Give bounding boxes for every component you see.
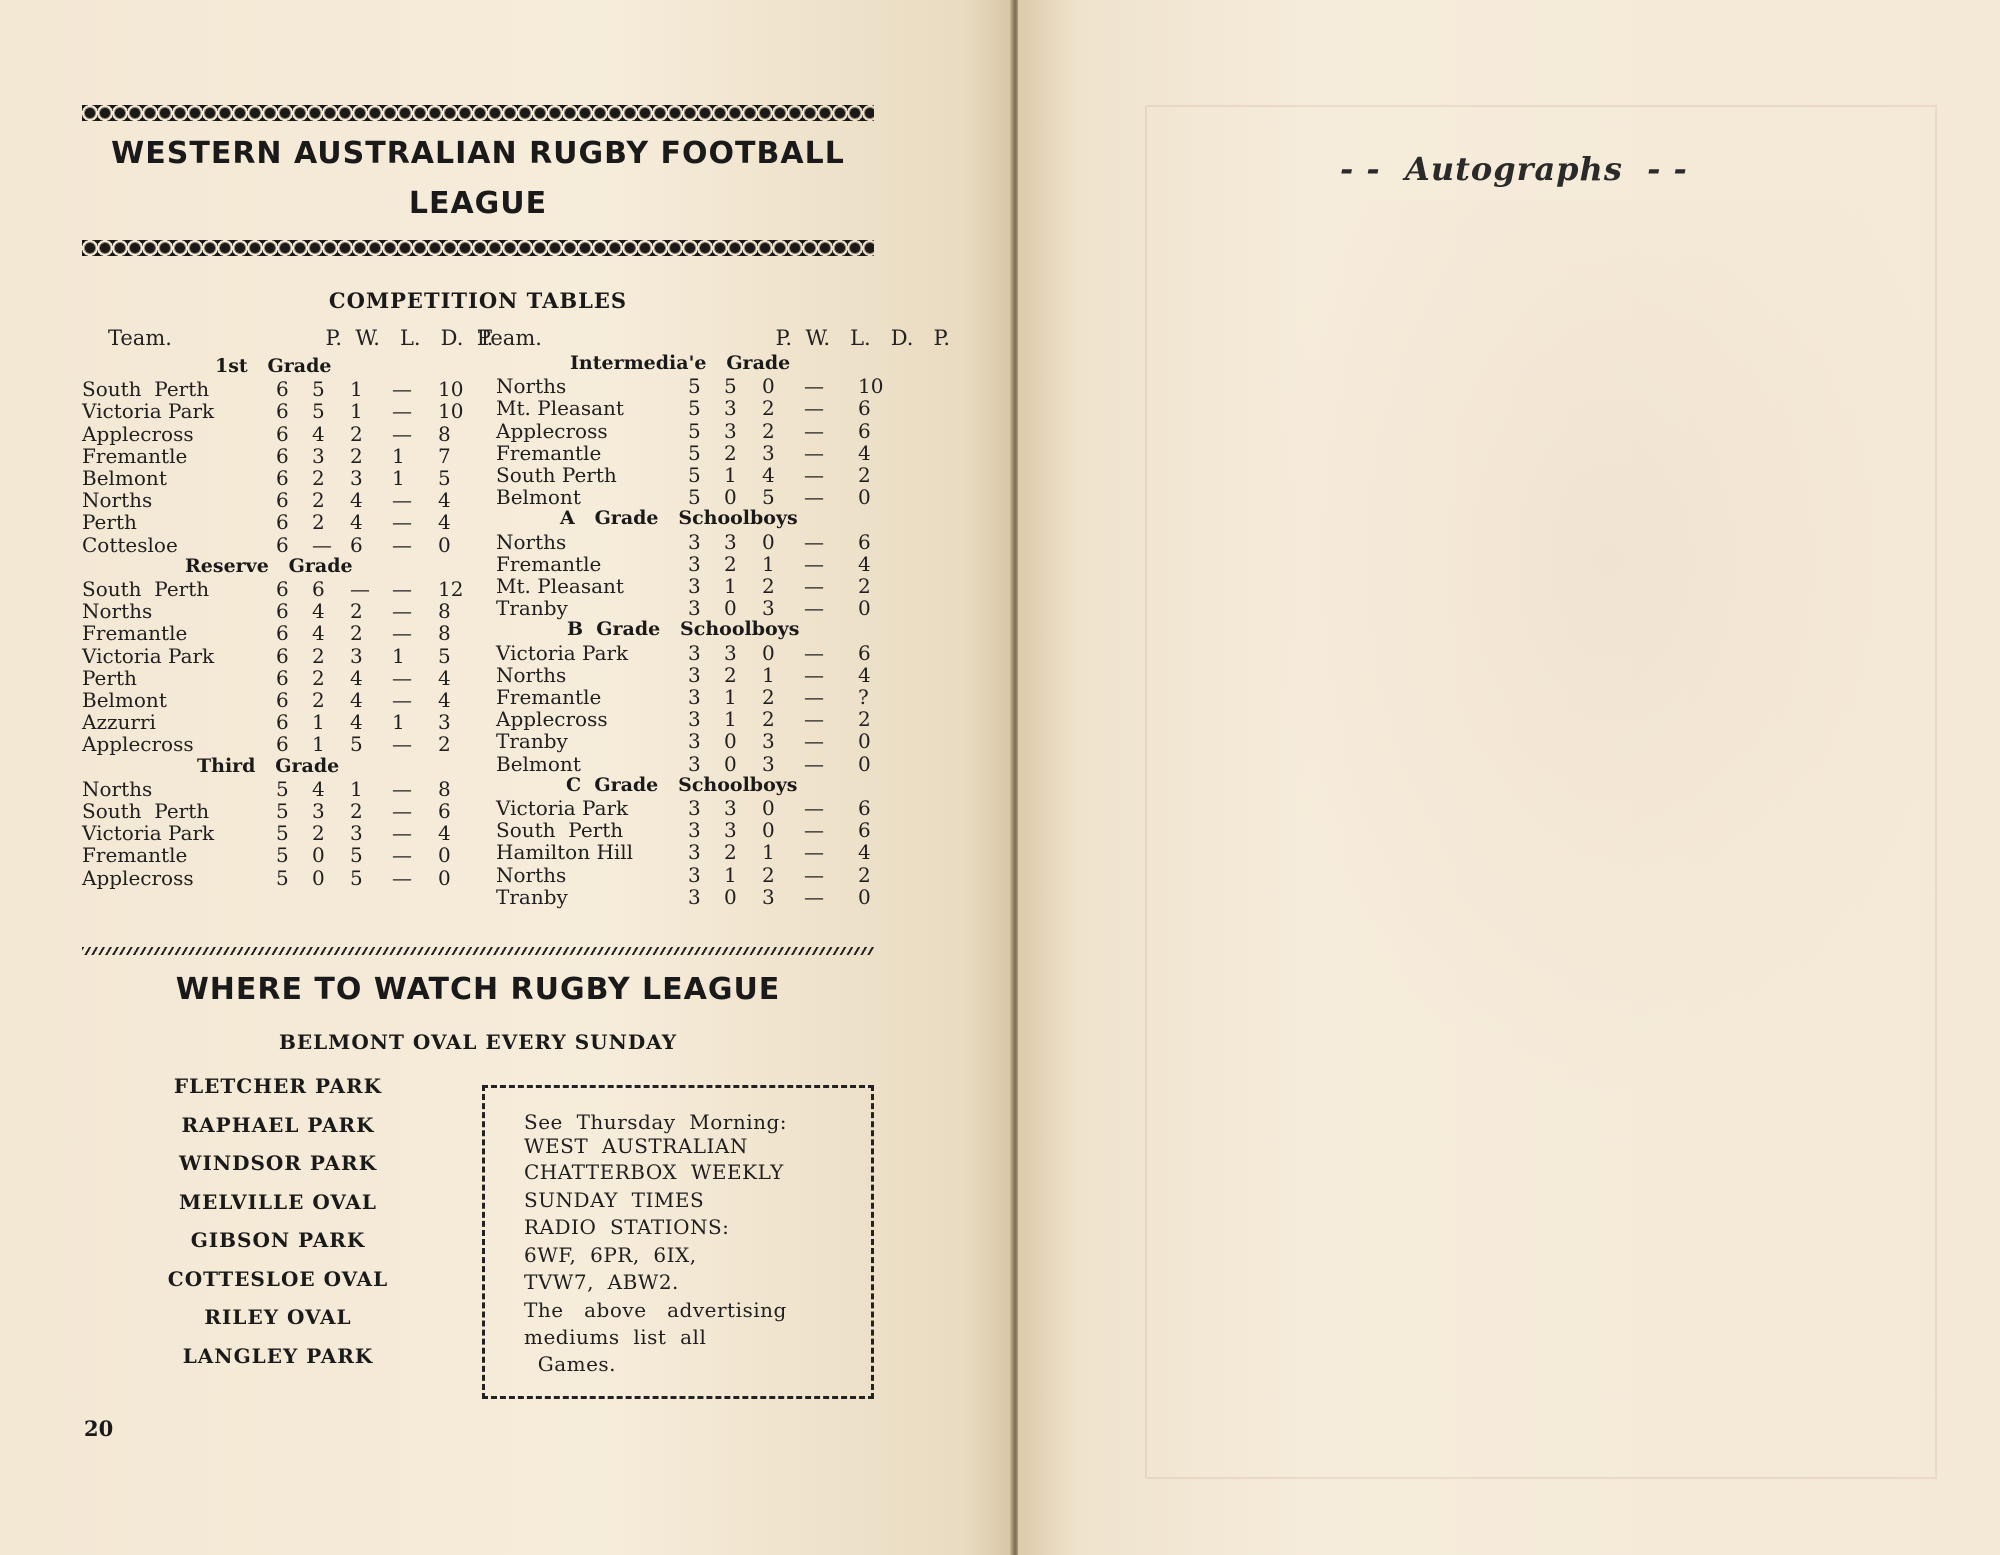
- table-cell: —: [804, 662, 824, 687]
- table-cell: 5: [276, 776, 289, 801]
- table-cell: 5: [350, 732, 363, 757]
- team-name: Norths: [496, 662, 567, 687]
- table-cell: —: [804, 640, 824, 665]
- wave-divider: [82, 947, 874, 955]
- table-cell: 2: [312, 466, 325, 490]
- page-title-line1: WESTERN AUSTRALIAN RUGBY FOOTBALL: [111, 136, 845, 171]
- team-name: Fremantle: [496, 440, 602, 465]
- table-cell: —: [804, 862, 824, 887]
- table-cell: 2: [724, 840, 737, 865]
- table-cell: —: [392, 843, 412, 868]
- table-cell: 2: [350, 599, 363, 624]
- venue-item: MELVILLE OVAL: [179, 1189, 377, 1214]
- team-name: Belmont: [82, 688, 167, 712]
- table-cell: 3: [688, 574, 701, 598]
- table-cell: 4: [312, 621, 325, 646]
- team-name: Applecross: [82, 865, 194, 890]
- team-name: South Perth: [496, 818, 624, 843]
- team-name: Applecross: [496, 418, 608, 443]
- table-cell: —: [804, 596, 824, 621]
- table-cell: 3: [438, 710, 451, 735]
- team-name: Applecross: [82, 732, 194, 757]
- table-cell: 7: [438, 443, 451, 468]
- table-cell: 3: [688, 596, 701, 621]
- grades_right-grade-heading: C Grade Schoolboys: [566, 773, 798, 796]
- team-name: Belmont: [82, 466, 167, 490]
- team-name: Perth: [82, 510, 137, 535]
- table-cell: —: [804, 551, 824, 576]
- table-cell: 5: [688, 485, 701, 510]
- table-cell: —: [804, 485, 824, 510]
- table-cell: 6: [276, 732, 289, 757]
- grades_right-grade-heading: B Grade Schoolboys: [567, 618, 800, 641]
- table-cell: 2: [312, 643, 325, 668]
- table-cell: —: [804, 529, 824, 554]
- table-cell: 0: [724, 884, 737, 909]
- table-cell: 1: [762, 662, 775, 687]
- team-name: Tranby: [496, 596, 568, 621]
- media-info-line: CHATTERBOX WEEKLY: [524, 1160, 784, 1184]
- table-cell: 1: [724, 707, 737, 732]
- table-cell: 0: [438, 843, 451, 868]
- table-cell: 5: [276, 799, 289, 823]
- table-cell: 2: [762, 396, 775, 421]
- table-cell: 4: [438, 821, 451, 846]
- table-cell: 3: [724, 640, 737, 665]
- table-cell: 2: [312, 821, 325, 846]
- table-cell: 6: [276, 377, 289, 402]
- team-name: Perth: [82, 665, 137, 690]
- table-cell: 3: [688, 840, 701, 865]
- table-cell: —: [804, 707, 824, 732]
- table-cell: —: [804, 418, 824, 443]
- table-cell: —: [392, 776, 412, 801]
- table-cell: 1: [350, 377, 363, 402]
- table-cell: 6: [276, 599, 289, 624]
- table-cell: 4: [438, 488, 451, 513]
- table-cell: 4: [858, 662, 871, 687]
- table-cell: 6: [858, 818, 871, 843]
- table-cell: 1: [762, 840, 775, 865]
- table-cell: 3: [688, 818, 701, 843]
- table-cell: 8: [438, 599, 451, 624]
- table-cell: 5: [276, 821, 289, 846]
- table-cell: 2: [762, 418, 775, 443]
- table-cell: 3: [762, 884, 775, 909]
- venue-item: WINDSOR PARK: [179, 1151, 377, 1175]
- venue-item: FLETCHER PARK: [173, 1074, 383, 1098]
- table-cell: 5: [438, 643, 451, 668]
- media-info-line: mediums list all: [524, 1325, 707, 1349]
- table-cell: 1: [392, 443, 405, 468]
- table-cell: 0: [724, 729, 737, 754]
- table-cell: 1: [350, 399, 363, 424]
- table-cell: 3: [688, 551, 701, 576]
- table-cell: 6: [312, 577, 325, 601]
- table-cell: 3: [762, 596, 775, 621]
- table-cell: 6: [276, 577, 289, 601]
- table-cell: —: [804, 463, 824, 487]
- table-cell: 0: [312, 843, 325, 868]
- table-cell: 1: [724, 862, 737, 887]
- table-cell: 0: [762, 529, 775, 554]
- bottom-bead-border: [82, 240, 874, 256]
- team-name: Victoria Park: [82, 821, 215, 846]
- team-name: Cottesloe: [82, 532, 178, 557]
- table-cell: 1: [392, 466, 405, 490]
- table-cell: 0: [762, 640, 775, 665]
- media-info-line: Games.: [524, 1352, 617, 1376]
- team-name: Belmont: [496, 485, 581, 510]
- media-info-line: RADIO STATIONS:: [524, 1215, 730, 1239]
- table-cell: 4: [350, 488, 363, 513]
- table-cell: —: [804, 818, 824, 843]
- table-cell: 5: [688, 374, 701, 399]
- table-cell: 3: [724, 818, 737, 843]
- team-name: Norths: [496, 862, 567, 887]
- table-cell: 6: [858, 640, 871, 665]
- table-cell: 5: [350, 865, 363, 890]
- table-cell: —: [392, 421, 412, 446]
- table-cell: 0: [438, 865, 451, 890]
- team-name: Fremantle: [82, 443, 188, 468]
- table-cell: 6: [276, 466, 289, 490]
- table-cell: 2: [858, 707, 871, 732]
- page-number: 20: [84, 1416, 114, 1441]
- team-name: Victoria Park: [496, 796, 629, 820]
- media-info-line: TVW7, ABW2.: [524, 1270, 679, 1294]
- table-cell: 2: [724, 551, 737, 576]
- table-cell: 2: [724, 662, 737, 687]
- table-cell: —: [392, 510, 412, 535]
- team-name: Victoria Park: [82, 399, 215, 424]
- table-cell: 2: [312, 510, 325, 535]
- team-name: South Perth: [82, 577, 210, 601]
- table-cell: 6: [858, 796, 871, 820]
- table-cell: 5: [688, 440, 701, 465]
- top-bead-border: [82, 105, 874, 121]
- media-info-line: The above advertising: [524, 1298, 787, 1322]
- grades_right-grade-heading: Intermedia'e Grade: [570, 352, 791, 374]
- table-cell: 5: [350, 843, 363, 868]
- venue-item: RILEY OVAL: [204, 1305, 352, 1329]
- table-cell: 6: [276, 532, 289, 557]
- table-cell: 3: [688, 796, 701, 820]
- table-cell: —: [392, 821, 412, 846]
- table-cell: 5: [276, 865, 289, 890]
- table-cell: —: [350, 577, 370, 601]
- table-cell: 1: [350, 776, 363, 801]
- table-cell: 8: [438, 421, 451, 446]
- table-cell: 3: [688, 751, 701, 776]
- table-cell: 3: [350, 643, 363, 668]
- table-cell: 2: [350, 621, 363, 646]
- column-header-right: Team. P. W. L. D. P.: [478, 326, 951, 350]
- venue-item: RAPHAEL PARK: [181, 1112, 375, 1137]
- table-cell: 3: [350, 821, 363, 846]
- team-name: Norths: [82, 599, 153, 624]
- table-cell: 4: [858, 440, 871, 465]
- table-cell: 6: [438, 799, 451, 823]
- table-cell: 4: [312, 421, 325, 446]
- table-cell: 3: [762, 729, 775, 754]
- media-info-line: 6WF, 6PR, 6IX,: [524, 1243, 697, 1267]
- table-cell: 1: [762, 551, 775, 576]
- page-title-line2: LEAGUE: [408, 186, 548, 221]
- team-name: Tranby: [496, 884, 568, 909]
- table-cell: 6: [276, 443, 289, 468]
- table-cell: 3: [724, 396, 737, 421]
- table-cell: 6: [858, 529, 871, 554]
- table-cell: —: [392, 599, 412, 624]
- table-cell: —: [804, 729, 824, 754]
- table-cell: 5: [762, 485, 775, 510]
- table-cell: —: [804, 884, 824, 909]
- table-cell: 6: [858, 396, 871, 421]
- team-name: Hamilton Hill: [496, 840, 634, 865]
- table-cell: 6: [276, 665, 289, 690]
- table-cell: 1: [724, 463, 737, 487]
- table-cell: 3: [312, 443, 325, 468]
- team-name: South Perth: [496, 463, 617, 487]
- team-name: Norths: [496, 529, 567, 554]
- team-name: Azzurri: [82, 710, 156, 735]
- team-name: Fremantle: [82, 843, 188, 868]
- where-to-watch-title: WHERE TO WATCH RUGBY LEAGUE: [175, 972, 781, 1007]
- team-name: Applecross: [496, 707, 608, 732]
- table-cell: 4: [438, 688, 451, 712]
- table-cell: 6: [276, 643, 289, 668]
- table-cell: 4: [762, 463, 775, 487]
- table-cell: 3: [688, 729, 701, 754]
- team-name: Victoria Park: [82, 643, 215, 668]
- venue-item: GIBSON PARK: [190, 1228, 366, 1252]
- table-cell: 2: [350, 421, 363, 446]
- table-cell: —: [392, 799, 412, 823]
- team-name: South Perth: [82, 377, 210, 402]
- table-cell: 5: [312, 399, 325, 424]
- table-cell: 3: [762, 440, 775, 465]
- table-cell: 0: [438, 532, 451, 557]
- table-cell: 3: [724, 418, 737, 443]
- table-cell: 3: [688, 862, 701, 887]
- table-cell: 0: [858, 485, 871, 510]
- table-cell: ?: [858, 685, 869, 709]
- table-cell: 0: [762, 796, 775, 820]
- table-cell: 1: [392, 643, 405, 668]
- team-name: Belmont: [496, 751, 581, 776]
- table-cell: 0: [858, 596, 871, 621]
- grades_left-grade-heading: 1st Grade: [215, 355, 332, 377]
- team-name: Mt. Pleasant: [496, 574, 624, 598]
- team-name: Applecross: [82, 421, 194, 446]
- table-cell: 8: [438, 776, 451, 801]
- table-cell: 4: [312, 599, 325, 624]
- table-cell: —: [312, 532, 332, 557]
- table-cell: —: [392, 665, 412, 690]
- competition-tables-heading: COMPETITION TABLES: [328, 288, 628, 313]
- right-page: [1018, 0, 2000, 1555]
- table-cell: 3: [762, 751, 775, 776]
- table-cell: 6: [276, 421, 289, 446]
- table-cell: 2: [438, 732, 451, 757]
- table-cell: 4: [350, 510, 363, 535]
- table-cell: —: [392, 488, 412, 513]
- table-cell: 2: [762, 707, 775, 732]
- table-cell: 1: [724, 685, 737, 709]
- table-cell: 1: [724, 574, 737, 598]
- table-cell: 0: [724, 596, 737, 621]
- table-cell: 6: [276, 510, 289, 535]
- belmont-oval-line: BELMONT OVAL EVERY SUNDAY: [278, 1030, 678, 1054]
- table-cell: 2: [312, 488, 325, 513]
- table-cell: —: [804, 685, 824, 709]
- table-cell: 0: [724, 485, 737, 510]
- media-info-line: SUNDAY TIMES: [524, 1188, 705, 1212]
- table-cell: —: [392, 377, 412, 402]
- table-cell: 3: [350, 466, 363, 490]
- table-cell: 4: [350, 665, 363, 690]
- table-cell: 3: [688, 662, 701, 687]
- table-cell: 3: [688, 529, 701, 554]
- table-cell: —: [392, 577, 412, 601]
- table-cell: 4: [438, 510, 451, 535]
- table-cell: 0: [762, 818, 775, 843]
- table-cell: —: [392, 532, 412, 557]
- table-cell: 6: [276, 621, 289, 646]
- table-cell: 0: [762, 374, 775, 399]
- table-cell: 6: [276, 688, 289, 712]
- table-cell: 2: [724, 440, 737, 465]
- table-cell: 5: [438, 466, 451, 490]
- table-cell: 4: [438, 665, 451, 690]
- table-cell: 5: [312, 377, 325, 402]
- table-cell: 5: [276, 843, 289, 868]
- table-cell: 6: [276, 488, 289, 513]
- table-cell: 0: [858, 751, 871, 776]
- team-name: Mt. Pleasant: [496, 396, 624, 421]
- autographs-heading: - - Autographs - -: [1340, 150, 1688, 188]
- table-cell: 0: [858, 729, 871, 754]
- table-cell: 12: [438, 577, 464, 601]
- table-cell: 4: [350, 688, 363, 712]
- table-cell: 10: [438, 377, 464, 402]
- bleed-through-ad-shadow: [1258, 200, 1958, 1100]
- table-cell: 6: [858, 418, 871, 443]
- team-name: Fremantle: [496, 551, 602, 576]
- table-cell: —: [804, 574, 824, 598]
- table-cell: 2: [312, 688, 325, 712]
- table-cell: 8: [438, 621, 451, 646]
- grades_left-grade-heading: Third Grade: [197, 754, 340, 777]
- venue-item: LANGLEY PARK: [182, 1343, 374, 1368]
- grades_left-grade-heading: Reserve Grade: [185, 554, 353, 577]
- table-cell: —: [804, 751, 824, 776]
- table-cell: —: [804, 396, 824, 421]
- team-name: Norths: [496, 374, 567, 399]
- table-cell: 0: [312, 865, 325, 890]
- table-cell: 3: [724, 529, 737, 554]
- table-cell: 3: [688, 640, 701, 665]
- table-cell: 6: [276, 399, 289, 424]
- table-cell: 4: [858, 551, 871, 576]
- table-cell: 2: [858, 463, 871, 487]
- table-cell: 6: [276, 710, 289, 735]
- column-header-left: Team. P. W. L. D. P.: [108, 326, 494, 350]
- table-cell: 3: [688, 707, 701, 732]
- table-cell: 5: [688, 396, 701, 421]
- media-info-line: See Thursday Morning:: [524, 1110, 788, 1134]
- table-cell: 3: [724, 796, 737, 820]
- table-cell: 4: [858, 840, 871, 865]
- team-name: Norths: [82, 488, 153, 513]
- table-cell: 2: [762, 862, 775, 887]
- table-cell: 4: [350, 710, 363, 735]
- table-cell: 5: [688, 418, 701, 443]
- grades_right-grade-heading: A Grade Schoolboys: [560, 507, 798, 530]
- table-cell: 3: [688, 884, 701, 909]
- table-cell: —: [392, 399, 412, 424]
- table-cell: 1: [312, 732, 325, 757]
- table-cell: 1: [392, 710, 405, 735]
- table-cell: 4: [312, 776, 325, 801]
- table-cell: 3: [312, 799, 325, 823]
- table-cell: 2: [312, 665, 325, 690]
- table-cell: 2: [858, 574, 871, 598]
- table-cell: 5: [724, 374, 737, 399]
- table-cell: —: [392, 688, 412, 712]
- table-cell: —: [804, 440, 824, 465]
- table-cell: —: [804, 374, 824, 399]
- venue-item: COTTESLOE OVAL: [167, 1266, 389, 1291]
- team-name: Fremantle: [496, 685, 602, 709]
- table-cell: 0: [858, 884, 871, 909]
- table-cell: —: [392, 732, 412, 757]
- table-cell: 2: [762, 574, 775, 598]
- table-cell: 2: [350, 799, 363, 823]
- table-cell: 5: [688, 463, 701, 487]
- team-name: Tranby: [496, 729, 568, 754]
- team-name: Norths: [82, 776, 153, 801]
- table-cell: 0: [724, 751, 737, 776]
- team-name: Fremantle: [82, 621, 188, 646]
- table-cell: 3: [688, 685, 701, 709]
- table-cell: —: [804, 840, 824, 865]
- table-cell: 2: [350, 443, 363, 468]
- table-cell: 6: [350, 532, 363, 557]
- team-name: South Perth: [82, 799, 210, 823]
- table-cell: —: [392, 865, 412, 890]
- team-name: Victoria Park: [496, 640, 629, 665]
- table-cell: 1: [312, 710, 325, 735]
- media-info-line: WEST AUSTRALIAN: [524, 1134, 748, 1158]
- table-cell: —: [804, 796, 824, 820]
- table-cell: 10: [858, 374, 884, 399]
- table-cell: 2: [762, 685, 775, 709]
- table-cell: 2: [858, 862, 871, 887]
- table-cell: —: [392, 621, 412, 646]
- table-cell: 10: [438, 399, 464, 424]
